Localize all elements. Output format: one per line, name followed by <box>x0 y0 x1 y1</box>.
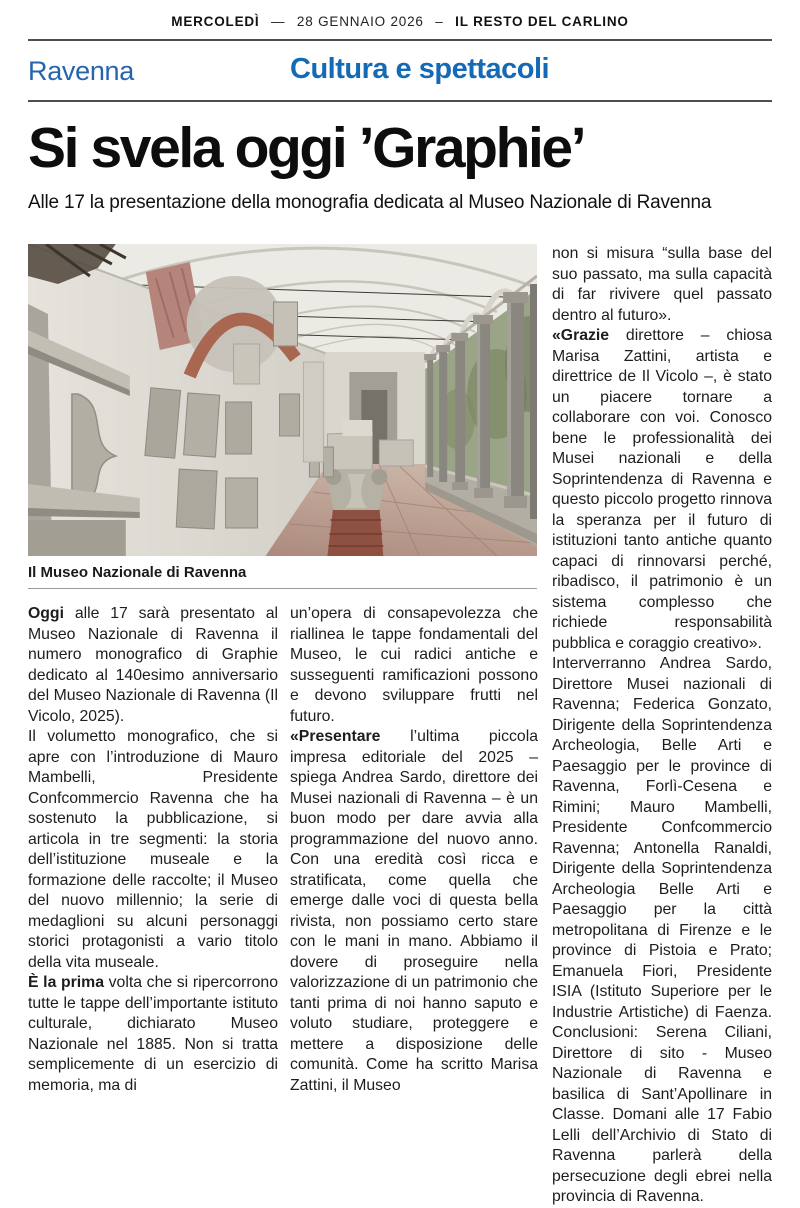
paragraph <box>28 727 278 973</box>
paragraph-lead: Oggi <box>28 605 64 622</box>
text-column-1 <box>28 604 278 1096</box>
paragraph <box>290 727 538 1096</box>
masthead-date: 28 GENNAIO 2026 <box>296 14 424 29</box>
masthead-separator-right: – <box>435 14 444 29</box>
paragraph-text: l’ultima piccola impresa editoriale del 2025 – spiega Andrea Sardo, direttore dei Musei nazionali di Ravenna – è un buon modo per dare avvia alla programmazione del nuovo anno. Con una eredità così ricca e stratificata, come quella che emerge dalle voci di questa bella rivista, non possiamo certo stare con le mani in mano. Abbiamo il dovere di proseguire nella valorizzazione di un patrimonio che tanti prima di noi hanno saputo e voluto studiare, proteggere e mettere a disposizione delle comunità. Come ha scritto Marisa Zattini, il Museo <box>290 728 538 1094</box>
paragraph-text: Interverranno Andrea Sardo, Direttore Musei nazionali di Ravenna; Federica Gonzato, Dirigente della Soprintendenza Archeologia, Belle Arti e Paesaggio per le province di Ravenna, Forlì-Cesena e Rimini; Mauro Mambelli, Presidente Confcommercio Ravenna; Antonella Ranaldi, Dirigente della Soprintendenza Archeologia Belle Arti e Paesaggio per la città metropolitana di Firenze e le province di Pistoia e Prato; Emanuela Fiori, Presidente ISIA (Istituto Superiore per le Industrie Artistiche) di Faenza. Conclusioni: Serena Ciliani, Direttore di sito - Museo Nazionale di Ravenna e basilica di Sant’Apollinare in Classe. Domani alle 17 Fabio Lelli dell’Archivio di Stato di Ravenna parlerà della persecuzione degli ebrei nella provincia di Ravenna. <box>552 655 772 1205</box>
paragraph-text: direttore – chiosa Marisa Zattini, artista e direttrice de Il Vicolo –, è stato un piacere tornare a collaborare con voi. Conosco bene le professionalità dei Musei nazionali e della Soprintendenza di Ravenna e questo piccolo progetto rinnova la speranza per il futuro di istituzioni tanto antiche quanto capaci di rinnovarsi perché, ribadisco, il patrimonio è un sistema complesso che richiede responsabilità pubblica e coraggio creativo». <box>552 327 772 652</box>
section-category-label: Cultura e spettacoli <box>290 53 550 85</box>
text-column-2 <box>290 604 538 1096</box>
article-body <box>28 244 772 1208</box>
paragraph-text: non si misura “sulla base del suo passato, ma sulla capacità di far rivivere quel passato dentro al futuro». <box>552 245 772 324</box>
paragraph-text: alle 17 sarà presentato al Museo Nazionale di Ravenna il numero monografico di Graphie dedicato al 140esimo anniversario del Museo Nazionale di Ravenna (Il Vicolo, 2025). <box>28 605 278 725</box>
paragraph-lead: «Presentare <box>290 728 381 745</box>
paragraph <box>28 973 278 1096</box>
headline: Si svela oggi ’Graphie’ <box>28 116 585 180</box>
masthead-newspaper: IL RESTO DEL CARLINO <box>455 14 629 29</box>
paragraph <box>552 244 772 326</box>
text-column-3 <box>552 244 772 1208</box>
paragraph-lead: È la prima <box>28 974 105 991</box>
paragraph <box>28 604 278 727</box>
photo-caption: Il Museo Nazionale di Ravenna <box>28 564 247 581</box>
masthead-separator-left: — <box>271 14 286 29</box>
article-figure <box>28 244 538 589</box>
divider-top <box>28 39 772 41</box>
section-row <box>28 50 772 100</box>
paragraph-text: un’opera di consapevolezza che riallinea le tappe fondamentali del Museo, le cui radici antiche e susseguenti ramificazioni possono e devono sviluppare frutti nel futuro. <box>290 605 538 725</box>
paragraph <box>290 604 538 727</box>
paragraph-text: Il volumetto monografico, che si apre con l’introduzione di Mauro Mambelli, Presidente Confcommercio Ravenna che ha sostenuto la pubblicazione, si articola in tre segmenti: la storia dell’istituzione museale e la formazione delle raccolte; il Museo del nuovo millennio; la serie di medaglioni su alcuni personaggi storici protagonisti a vario titolo della vita museale. <box>28 728 278 971</box>
masthead-day: MERCOLEDÌ <box>171 14 260 29</box>
paragraph-text: volta che si ripercorrono tutte le tappe dell’importante istituto culturale, dichiarato Museo Nazionale nel 1885. Non si tratta semplicemente di un esercizio di memoria, ma di <box>28 974 278 1094</box>
paragraph-lead: «Grazie <box>552 327 610 344</box>
article-photo <box>28 244 537 556</box>
subhead: Alle 17 la presentazione della monografia dedicata al Museo Nazionale di Ravenna <box>28 192 712 213</box>
paragraph <box>552 326 772 654</box>
paragraph <box>552 654 772 1208</box>
divider-caption <box>28 588 537 589</box>
section-local-label: Ravenna <box>28 56 134 86</box>
masthead <box>28 10 772 39</box>
divider-section <box>28 100 772 102</box>
